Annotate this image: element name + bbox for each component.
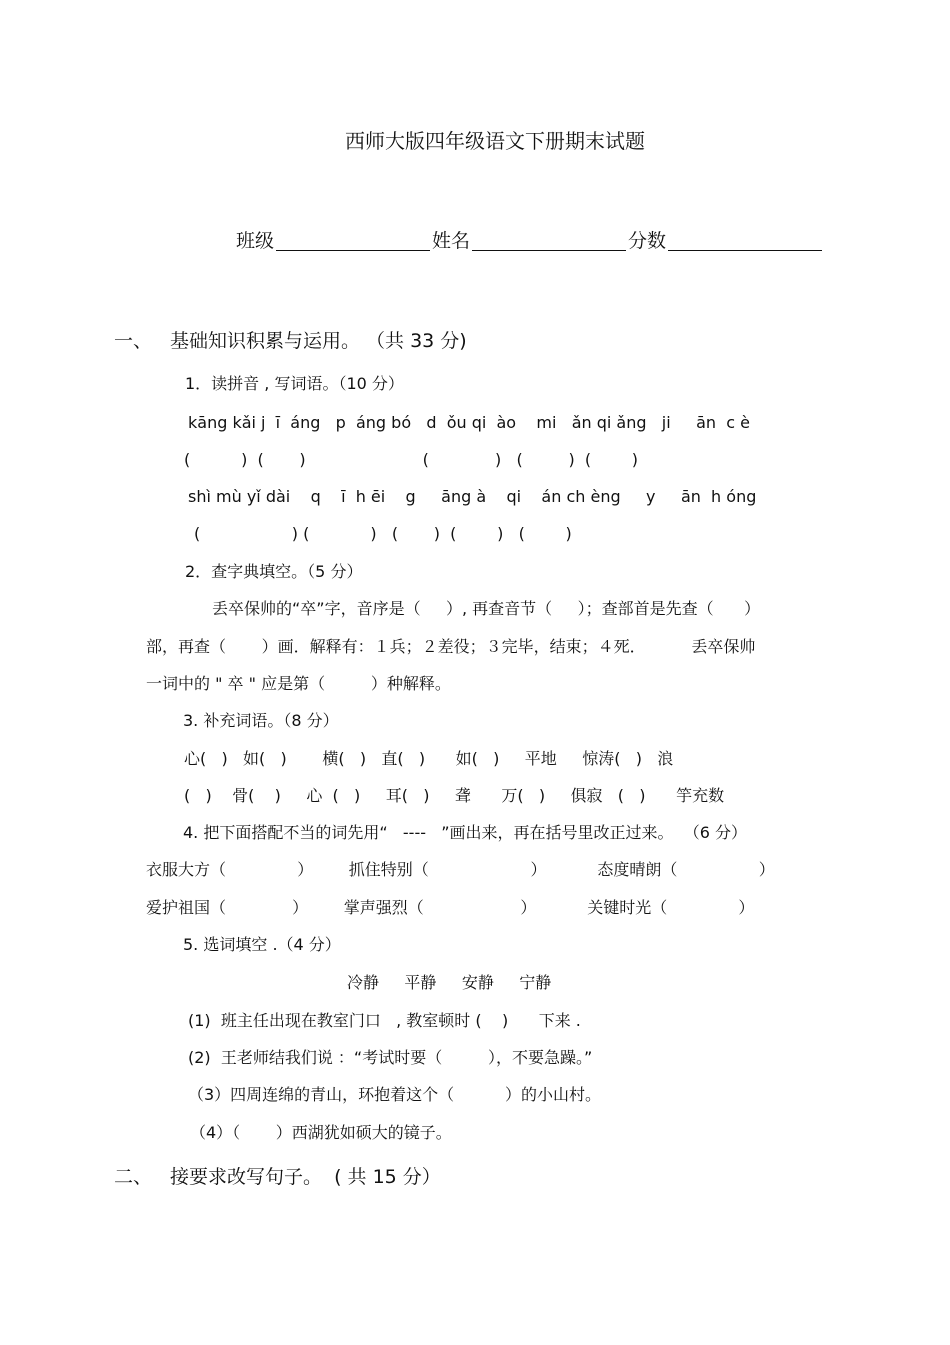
section2-number: 二、 [114,1166,153,1188]
q5-word-options: 冷静 平静 安静 宁静 [347,973,552,992]
section2-heading: 接要求改写句子。 ( 共 15 分） [170,1166,441,1188]
q3-row2: ( ) 骨( ) 心 ( ) 耳( ) 聋 万( ) 俱寂 ( ) 竽充数 [184,786,725,805]
q2-line2: 部，再查（ ）画．解释有：１兵；２差役；３完毕，结束；４死． 丢卒保帅 [146,637,756,656]
q5-sentence2: (2) 王老师结我们说 ：“考试时要（ ），不要急躁。” [188,1048,593,1067]
score-blank[interactable] [668,230,822,251]
q5-sentence3: （3）四周连绵的青山，环抱着这个（ ）的小山村。 [188,1085,602,1104]
q4-row1: 衣服大方（ ） 抓住特别（ ） 态度晴朗（ ） [146,860,775,879]
page-title: 西师大版四年级语文下册期末试题 [345,129,645,153]
q3-label: 3. 补充词语。（8 分） [183,711,339,730]
q4-label: 4. 把下面搭配不当的词先用“ ---- ”画出来，再在括号里改正过来。 （6 分） [183,823,747,842]
q1-label: 1．读拼音 , 写词语。（10 分） [185,374,404,393]
class-blank[interactable] [276,230,430,251]
name-blank[interactable] [472,230,626,251]
score-label: 分数 [628,230,667,252]
name-label: 姓名 [432,230,471,252]
q1-pinyin-row2: shì mù yǐ dài q ī h ēi g āng à qi án ch èng y ān h óng [188,487,757,506]
student-info-line [236,230,824,251]
q5-sentence4: （4）（ ）西湖犹如硕大的镜子。 [190,1123,452,1142]
q2-label: 2．查字典填空。（5 分） [185,562,363,581]
q5-label: 5. 选词填空 .（4 分） [183,935,341,954]
section1-number: 一、 [114,330,153,352]
section1-heading: 基础知识积累与运用。 （共 33 分) [170,330,467,352]
class-label: 班级 [236,230,275,252]
q1-blanks-row2[interactable]: ( ) ( ) ( ) ( ) ( ) [194,524,572,543]
q1-blanks-row1[interactable]: ( ) ( ) ( ) ( ) ( ) [184,450,639,469]
q4-row2: 爱护祖国（ ） 掌声强烈（ ） 关键时光（ ） [146,898,755,917]
q1-pinyin-row1: kāng kǎi j ī áng p áng bó d ǒu qi ào mi ǎn qi ǎng ji ān c è [188,413,750,432]
q3-row1: 心( ) 如( ) 横( ) 直( ) 如( ) 平地 惊涛( ) 浪 [184,749,674,768]
q2-line1: 丢卒保帅的“卒”字，音序是（ ）, 再查音节（ ）；查部首是先查（ ） [212,599,761,618]
q5-sentence1: (1) 班主任出现在教室门口 , 教室顿时 ( ) 下来 . [188,1011,581,1030]
q2-line3: 一词中的 " 卒 " 应是第（ ）种解释。 [146,674,451,693]
